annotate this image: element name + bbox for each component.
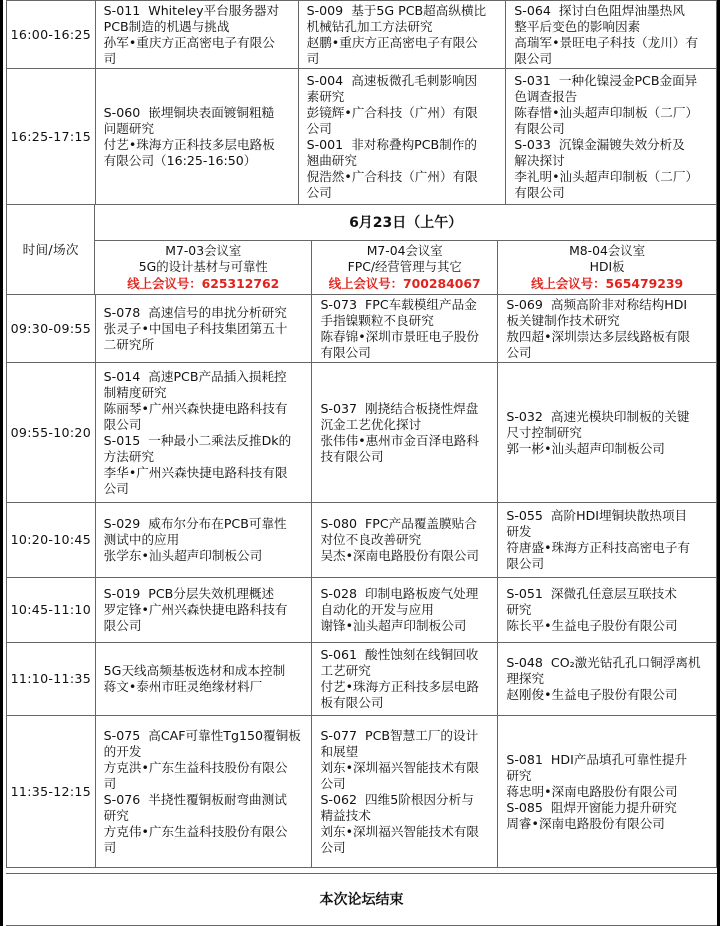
session-line: 方克洪•广东生益科技股份有限公 [103, 759, 288, 775]
session-line: 素研究 [306, 88, 345, 104]
session-line: 周睿•深南电路股份有限公司 [506, 815, 665, 831]
session-line: 5G天线高频基板选材和成本控制 [103, 663, 286, 678]
session-line: S-077 PCB智慧工厂的设计 [320, 727, 479, 743]
session-line: 对位不良改善研究 [320, 532, 422, 547]
time-slot: 09:30-09:55 [7, 295, 96, 363]
session-line: S-037 刚挠结合板挠性焊盘 [320, 400, 479, 416]
table-row [7, 643, 717, 716]
session-line: 限公司 [103, 416, 142, 432]
time-slot: 09:55-10:20 [7, 363, 96, 503]
footer-row [6, 874, 717, 926]
room-name: M8-04会议室 [569, 242, 646, 258]
session-line: 陈春锦•深圳市景旺电子股份 [320, 328, 479, 344]
session-cell [312, 716, 498, 868]
meeting-id: 线上会议号：625312762 [127, 275, 280, 291]
session-line: 有限公司（16:25-16:50） [103, 152, 257, 168]
session-line: S-080 FPC产品覆盖膜贴合 [320, 516, 477, 531]
session-cell [498, 295, 717, 363]
session-line: 研究 [506, 602, 532, 617]
date-heading: 6月23日（上午） [95, 205, 717, 241]
session-line: 有限公司 [514, 184, 565, 200]
session-cell [95, 503, 312, 578]
session-line: 研发 [506, 524, 532, 539]
session-line: S-019 PCB分层失效机理概述 [103, 586, 275, 601]
session-line: S-062 四维5阶根因分析与 [320, 791, 474, 807]
session-cell [312, 363, 498, 503]
session-cell [498, 643, 717, 716]
session-cell [298, 1, 506, 69]
session-line: 研究 [506, 767, 532, 783]
session-line: 方法研究 [103, 448, 155, 464]
session-line: 手指镍颗粒不良研究 [320, 312, 434, 328]
session-line: 陈长平•生益电子股份有限公司 [506, 618, 678, 633]
session-line: 色调查报告 [514, 88, 578, 104]
time-slot: 11:35-12:15 [7, 716, 96, 868]
session-cell [298, 69, 506, 205]
meeting-id: 线上会议号：565479239 [531, 275, 684, 291]
session-line: 精益技术 [320, 807, 371, 823]
session-line: 李华•广州兴森快捷电路科技有限 [103, 464, 288, 480]
session-line: 张灵子•中国电子科技集团第五十 [103, 320, 288, 336]
session-line: 公司 [103, 480, 129, 496]
room-header [498, 241, 717, 295]
meeting-id: 线上会议号：700284067 [328, 275, 481, 291]
table-row [7, 503, 717, 578]
session-cell [312, 295, 498, 363]
session-line: 彭镜辉•广合科技（广州）有限 [306, 104, 478, 120]
session-line: 蒋忠明•深南电路股份有限公司 [506, 783, 678, 799]
session-cell [95, 363, 312, 503]
session-cell [312, 643, 498, 716]
session-line: 研究 [103, 807, 129, 823]
session-line: 公司 [306, 120, 332, 136]
session-line: 陈春惜•汕头超声印制板（二厂） [514, 104, 699, 120]
session-line: S-033 沉镍金漏镀失效分析及 [514, 136, 685, 152]
session-line: 蒋文•泰州市旺灵绝缘材料厂 [103, 679, 263, 694]
session-line: S-073 FPC车载模组产品金 [320, 296, 477, 312]
table-row [7, 295, 717, 363]
session-line: 张学东•汕头超声印制板公司 [103, 548, 263, 563]
session-line: 司 [306, 50, 320, 66]
session-line: 技有限公司 [320, 448, 384, 464]
session-line: 公司 [506, 344, 532, 360]
session-line: 的开发 [103, 743, 142, 759]
schedule-table-upper [6, 0, 717, 205]
session-line: 司 [103, 775, 117, 791]
table-row [7, 578, 717, 643]
session-line: 赵鹏•重庆方正高密电子有限公 [306, 34, 478, 50]
session-cell [95, 69, 298, 205]
session-line: 理探究 [506, 671, 545, 686]
session-line: 孙军•重庆方正高密电子有限公 [103, 34, 275, 50]
session-line: 吴杰•深南电路股份有限公司 [320, 548, 479, 563]
session-line: S-011 Whiteley平台服务器对 [103, 2, 280, 18]
session-line: S-029 威布尔分布在PCB可靠性 [103, 516, 287, 531]
time-slot: 11:10-11:35 [7, 643, 96, 716]
session-line: 公司 [320, 839, 346, 855]
session-line: 和展望 [320, 743, 359, 759]
table-row [7, 1, 717, 69]
session-line: S-014 高速PCB产品插入损耗控 [103, 368, 287, 384]
session-line: S-081 HDI产品填孔可靠性提升 [506, 751, 688, 767]
session-line: S-055 高阶HDI埋铜块散热项目 [506, 508, 688, 523]
schedule-header [6, 204, 717, 295]
time-slot: 10:45-11:10 [7, 578, 96, 643]
session-cell [312, 578, 498, 643]
session-line: S-069 高频高阶非对称结构HDI [506, 296, 688, 312]
room-topic: 5G的设计基材与可靠性 [138, 259, 268, 275]
schedule-table-lower [6, 294, 717, 868]
session-cell [95, 643, 312, 716]
session-cell [312, 503, 498, 578]
session-line: S-078 高速信号的串扰分析研究 [103, 304, 287, 320]
schedule-footer [6, 873, 717, 926]
session-line: 测试中的应用 [103, 532, 180, 547]
time-session-label: 时间/场次 [7, 205, 95, 295]
session-line: S-060 嵌埋铜块表面镀铜粗糙 [103, 104, 275, 120]
session-line: S-075 高CAF可靠性Tg150覆铜板 [103, 727, 301, 743]
time-slot: 16:25-17:15 [7, 69, 96, 205]
session-line: 赵刚俊•生益电子股份有限公司 [506, 687, 678, 702]
session-line: 张伟伟•惠州市金百泽电路科 [320, 432, 479, 448]
session-line: 付艺•珠海方正科技多层电路板 [103, 136, 275, 152]
session-line: 敖四超•深圳崇达多层线路板有限 [506, 328, 691, 344]
session-line: 郭一彬•汕头超声印制板公司 [506, 440, 665, 456]
session-cell [95, 716, 312, 868]
session-line: 机械钻孔加工方法研究 [306, 18, 433, 34]
session-line: 罗定锋•广州兴森快捷电路科技有 [103, 602, 288, 617]
session-line: 整平后变色的影响因素 [514, 18, 641, 34]
time-slot: 16:00-16:25 [7, 1, 96, 69]
session-line: 限公司 [103, 618, 142, 633]
room-name: M7-04会议室 [366, 242, 443, 258]
session-line: S-032 高速光模块印制板的关键 [506, 408, 690, 424]
session-line: 翘曲研究 [306, 152, 357, 168]
session-line: 付艺•珠海方正科技多层电路 [320, 679, 479, 694]
session-cell [95, 578, 312, 643]
session-line: S-061 酸性蚀刻在线铜回收 [320, 647, 479, 662]
session-line: S-064 探讨白色阻焊油墨热风 [514, 2, 685, 18]
session-line: 倪浩然•广合科技（广州）有限 [306, 168, 478, 184]
session-line: 公司 [306, 184, 332, 200]
session-line: S-031 一种化镍浸金PCB金面异 [514, 72, 698, 88]
session-line: S-051 深微孔任意层互联技术 [506, 586, 677, 601]
session-line: 沉金工艺优化探讨 [320, 416, 422, 432]
session-line: S-001 非对称叠构PCB制作的 [306, 136, 477, 152]
session-line: 限公司 [514, 50, 553, 66]
session-cell [498, 716, 717, 868]
time-slot: 10:20-10:45 [7, 503, 96, 578]
session-line: 自动化的开发与应用 [320, 602, 434, 617]
session-line: 李礼明•汕头超声印制板（二厂） [514, 168, 699, 184]
session-line: 尺寸控制研究 [506, 424, 582, 440]
session-line: 刘东•深圳福兴智能技术有限 [320, 823, 479, 839]
session-cell [498, 578, 717, 643]
room-header [312, 241, 498, 295]
table-row [7, 716, 717, 868]
session-line: 符唐盛•珠海方正科技高密电子有 [506, 540, 691, 555]
session-line: 有限公司 [514, 120, 565, 136]
date-row [7, 205, 717, 241]
session-line: 解决探讨 [514, 152, 565, 168]
session-line: 板关键制作技术研究 [506, 312, 620, 328]
session-line: 高瑞军•景旺电子科技（龙川）有 [514, 34, 699, 50]
session-line: 刘东•深圳福兴智能技术有限 [320, 759, 479, 775]
session-line: 工艺研究 [320, 663, 371, 678]
session-line: 谢锋•汕头超声印制板公司 [320, 618, 467, 633]
session-line: 方克伟•广东生益科技股份有限公 [103, 823, 288, 839]
session-line: 有限公司 [320, 344, 371, 360]
table-row [7, 69, 717, 205]
room-topic: FPC/经营管理与其它 [347, 259, 462, 275]
session-cell [506, 69, 717, 205]
session-line: S-028 印制电路板废气处理 [320, 586, 479, 601]
table-row [7, 363, 717, 503]
session-line: 制精度研究 [103, 384, 167, 400]
session-line: S-085 阻焊开窗能力提升研究 [506, 799, 677, 815]
session-line: 司 [103, 839, 117, 855]
room-topic: HDI板 [589, 259, 625, 275]
session-line: S-009 基于5G PCB超高纵横比 [306, 2, 487, 18]
session-cell [95, 295, 312, 363]
room-name: M7-03会议室 [165, 242, 242, 258]
session-cell [506, 1, 717, 69]
session-line: PCB制造的机遇与挑战 [103, 18, 230, 34]
session-line: S-015 一种最小二乘法反推Dk的 [103, 432, 292, 448]
session-line: 司 [103, 50, 117, 66]
session-cell [498, 503, 717, 578]
session-cell [95, 1, 298, 69]
session-line: 陈丽琴•广州兴森快捷电路科技有 [103, 400, 288, 416]
session-line: S-004 高速板微孔毛刺影响因 [306, 72, 478, 88]
room-header [95, 241, 312, 295]
session-line: S-048 CO₂激光钻孔孔口铜浮离机 [506, 655, 701, 670]
session-line: 板有限公司 [320, 695, 384, 710]
closing-text: 本次论坛结束 [6, 874, 717, 926]
session-line: 公司 [320, 775, 346, 791]
room-row [7, 241, 717, 295]
session-line: S-076 半挠性覆铜板耐弯曲测试 [103, 791, 287, 807]
session-line: 问题研究 [103, 120, 155, 136]
session-line: 限公司 [506, 556, 545, 571]
session-line: 二研究所 [103, 336, 155, 352]
session-cell [498, 363, 717, 503]
